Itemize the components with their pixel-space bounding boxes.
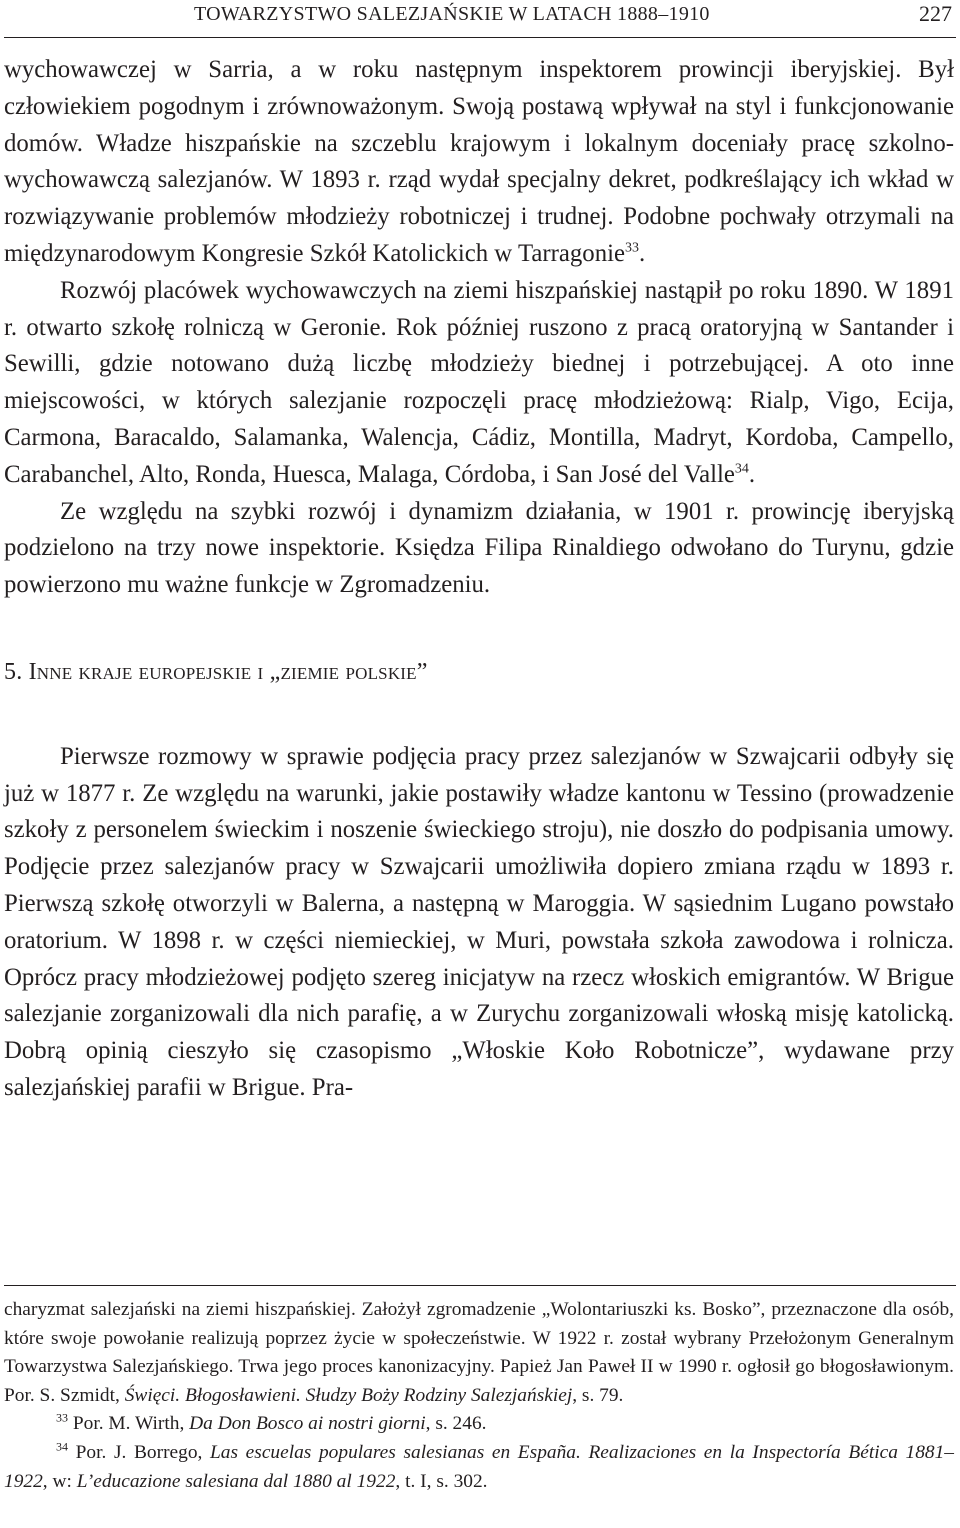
paragraph-1-end: . xyxy=(639,239,646,267)
footnotes xyxy=(4,1296,954,1496)
section-heading xyxy=(4,654,954,691)
footnote-continued-title: Święci. Błogosławieni. Słudzy Boży Rodziny Salezjańskiej xyxy=(124,1384,573,1406)
footnote-33-title: Da Don Bosco ai nostri giorni xyxy=(189,1413,426,1435)
footnote-continued-text: charyzmat salezjański na ziemi hiszpańskiej. Założył zgromadzenie „Wolontariuszki ks. Bosko”, przeznaczone dla osób, które swoje powołanie realizują poprzez życie w społeczeństwie. W 1922 r. został wybrany Przełożonym Generalnym Towarzystwa Salezjańskiego. Trwa jego proces kanonizacyjny. Papież Jan Paweł II w 1990 r. ogłosił go błogosławionym. Por. S. Szmidt, xyxy=(4,1299,954,1406)
footnote-34-title-2: L’educazione salesiana dal 1880 al 1922 xyxy=(76,1470,396,1492)
paragraph-2-end: . xyxy=(748,460,756,488)
footnote-33-end: , s. 246. xyxy=(425,1413,487,1435)
footnote-33-text: Por. M. Wirth, xyxy=(68,1413,190,1435)
footnote-33 xyxy=(4,1410,954,1439)
footnote-34-text: Por. J. Borrego, xyxy=(68,1441,211,1463)
footnote-continued xyxy=(4,1296,954,1410)
footnote-34-mid: , w: xyxy=(42,1470,77,1492)
section-number: 5. xyxy=(4,658,23,685)
footnote-34-end: , t. I, s. 302. xyxy=(395,1470,488,1492)
footnote-34 xyxy=(4,1439,954,1496)
main-text xyxy=(4,52,954,1107)
paragraph-1 xyxy=(4,52,954,273)
header-rule xyxy=(4,37,956,38)
page-number: 227 xyxy=(919,1,952,26)
paragraph-2-text: Rozwój placówek wychowawczych na ziemi hiszpańskiej nastąpił po roku 1890. W 1891 r. otwarto szkołę rolniczą w Geronie. Rok później ruszono z pracą oratoryjną w Santander i Sewilli, gdzie notowano dużą liczbę młodzieży biednej i potrzebującej. A oto inne miejscowości, w których salezjanie rozpoczęli pracę młodzieżową: Rialp, Vigo, Ecija, Carmona, Baracaldo, Salamanka, Walencja, Cádiz, Montilla, Madryt, Kordoba, Campello, Carabanchel, Alto, Ronda, Huesca, Malaga, Córdoba, i San José del Valle xyxy=(4,276,954,488)
footnote-34-mark: 34 xyxy=(56,1439,68,1454)
section-title: Inne kraje europejskie i „ziemie polskie” xyxy=(28,658,428,685)
footnote-34-title-1: Las escuelas populares salesianas en España. Realizaciones en la Inspectoría Bética 1881–1922 xyxy=(4,1441,954,1492)
footnote-continued-end: , s. 79. xyxy=(572,1384,624,1406)
footnote-ref-33[interactable]: 33 xyxy=(625,240,639,256)
footnote-ref-34[interactable]: 34 xyxy=(734,461,749,477)
paragraph-4: Pierwsze rozmowy w sprawie podjęcia pracy przez salezjanów w Szwajcarii odbyły się już w 1877 r. Ze względu na warunki, jakie postawiły władze kantonu w Tessino (prowadzenie szkoły z personelem świeckim i noszenie świeckiego stroju), nie doszło do podpisania umowy. Podjęcie przez salezjanów pracy w Szwajcarii umożliwiła dopiero zmiana rządu w 1893 r. Pierwszą szkołę otworzyli w Balerna, a następną w Maroggia. W sąsiednim Lugano powstało oratorium. W 1898 r. w części niemieckiej, w Muri, powstała szkoła zawodowa i rolnicza. Oprócz pracy młodzieżowej podjęto szereg inicjatyw na rzecz włoskich emigrantów. W Brigue salezjanie zorganizowali dla nich parafię, a w Zurychu zorganizowali włoską misję katolicką. Dobrą opinią cieszyło się czasopismo „Włoskie Koło Robotnicze”, wydawane przy salezjańskiej parafii w Brigue. Pra- xyxy=(4,742,954,1101)
paragraph-1-text: wychowawczej w Sarria, a w roku następnym inspektorem prowincji iberyjskiej. Był człowiekiem pogodnym i zrównoważonym. Swoją postawą wpływał na styl i funkcjonowanie domów. Władze hiszpańskie na szczeblu krajowym i lokalnym doceniały pracę szkolno-wychowawczą salezjanów. W 1893 r. rząd wydał specjalny dekret, podkreślający ich wkład w rozwiązywanie problemów młodzieży robotniczej i trudnej. Podobne pochwały otrzymali na międzynarodowym Kongresie Szkół Katolickich w Tarragonie xyxy=(4,56,954,267)
footnote-rule xyxy=(4,1285,956,1286)
paragraph-3: Ze względu na szybki rozwój i dynamizm działania, w 1901 r. prowincję iberyjską podzielono na trzy nowe inspektorie. Księdza Filipa Rinaldiego odwołano do Turynu, gdzie powierzono mu ważne funkcje w Zgromadzeniu. xyxy=(4,497,954,599)
running-header xyxy=(0,0,960,36)
footnote-33-mark: 33 xyxy=(56,1410,68,1425)
running-title: TOWARZYSTWO SALEZJAŃSKIE W LATACH 1888–1910 xyxy=(194,3,710,25)
paragraph-2 xyxy=(4,273,954,494)
